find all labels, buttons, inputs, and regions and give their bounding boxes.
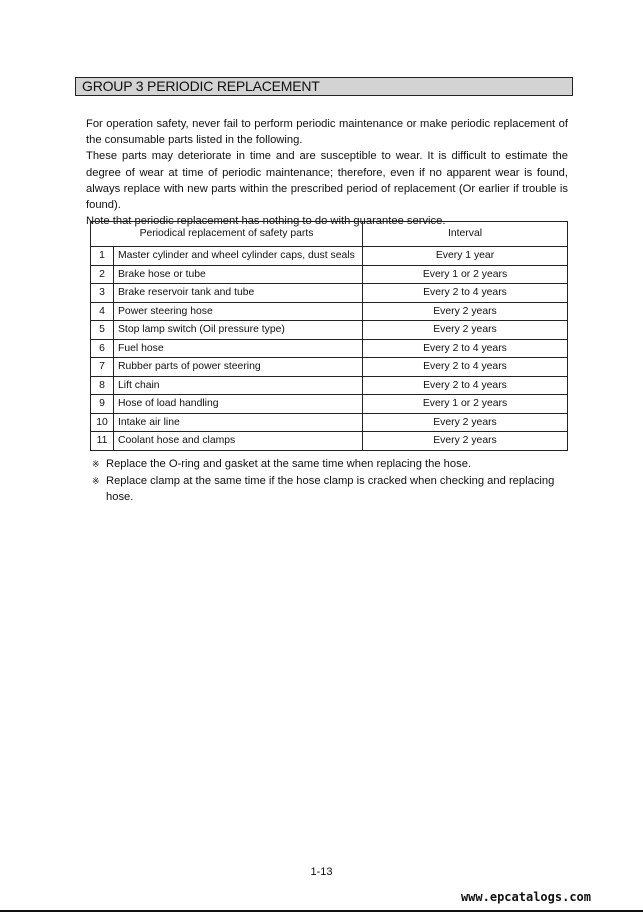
row-number: 9 bbox=[91, 395, 114, 414]
row-interval: Every 2 to 4 years bbox=[363, 376, 568, 395]
watermark: www.epcatalogs.com bbox=[460, 890, 591, 904]
row-part: Master cylinder and wheel cylinder caps, dust seals bbox=[114, 247, 363, 266]
row-part: Power steering hose bbox=[114, 302, 363, 321]
section-heading: GROUP 3 PERIODIC REPLACEMENT bbox=[75, 77, 573, 96]
page-number: 1-13 bbox=[310, 866, 333, 878]
table-row bbox=[91, 321, 568, 340]
table-row bbox=[91, 302, 568, 321]
intro-paragraph-1: For operation safety, never fail to perform periodic maintenance or make periodic replacement of the consumable parts listed in the following. bbox=[86, 118, 568, 147]
row-interval: Every 2 to 4 years bbox=[363, 284, 568, 303]
table-row bbox=[91, 432, 568, 451]
note-text: Replace the O-ring and gasket at the same time when replacing the hose. bbox=[106, 458, 472, 470]
row-interval: Every 2 to 4 years bbox=[363, 358, 568, 377]
row-part: Fuel hose bbox=[114, 339, 363, 358]
note-text: Replace clamp at the same time if the hose clamp is cracked when checking and replacing hose. bbox=[106, 474, 555, 503]
row-number: 6 bbox=[91, 339, 114, 358]
table-row bbox=[91, 265, 568, 284]
row-number: 4 bbox=[91, 302, 114, 321]
intro-text bbox=[86, 116, 568, 229]
row-part: Brake reservoir tank and tube bbox=[114, 284, 363, 303]
row-interval: Every 1 or 2 years bbox=[363, 395, 568, 414]
row-part: Hose of load handling bbox=[114, 395, 363, 414]
table-row bbox=[91, 376, 568, 395]
row-interval: Every 1 year bbox=[363, 247, 568, 266]
row-number: 10 bbox=[91, 413, 114, 432]
row-number: 3 bbox=[91, 284, 114, 303]
intro-paragraph-3: Note that periodic replacement has nothing to do with guarantee service. bbox=[86, 215, 446, 228]
note-item bbox=[92, 456, 568, 473]
intro-paragraph-2: These parts may deteriorate in time and are susceptible to wear. It is difficult to estimate the degree of wear at time of periodic maintenance; therefore, even if no apparent wear is found, always replace with new parts within the prescribed period of replacement (Or earlier if trouble is found). bbox=[86, 150, 568, 212]
row-part: Brake hose or tube bbox=[114, 265, 363, 284]
row-part: Intake air line bbox=[114, 413, 363, 432]
replacement-table bbox=[90, 221, 568, 451]
table-row bbox=[91, 339, 568, 358]
note-mark-icon: ※ bbox=[92, 459, 100, 469]
table-row bbox=[91, 395, 568, 414]
note-item bbox=[92, 473, 568, 506]
header-parts: Periodical replacement of safety parts bbox=[91, 222, 363, 247]
row-interval: Every 2 years bbox=[363, 302, 568, 321]
row-number: 11 bbox=[91, 432, 114, 451]
table-row bbox=[91, 358, 568, 377]
table-row bbox=[91, 413, 568, 432]
bottom-divider bbox=[0, 910, 643, 912]
table-header-row bbox=[91, 222, 568, 247]
header-interval: Interval bbox=[363, 222, 568, 247]
row-interval: Every 2 years bbox=[363, 432, 568, 451]
note-mark-icon: ※ bbox=[92, 475, 100, 486]
row-interval: Every 1 or 2 years bbox=[363, 265, 568, 284]
table-row bbox=[91, 247, 568, 266]
row-interval: Every 2 years bbox=[363, 413, 568, 432]
notes bbox=[92, 456, 568, 506]
row-number: 7 bbox=[91, 358, 114, 377]
row-part: Rubber parts of power steering bbox=[114, 358, 363, 377]
row-interval: Every 2 to 4 years bbox=[363, 339, 568, 358]
row-number: 1 bbox=[91, 247, 114, 266]
row-part: Lift chain bbox=[114, 376, 363, 395]
table-row bbox=[91, 284, 568, 303]
row-part: Coolant hose and clamps bbox=[114, 432, 363, 451]
row-number: 8 bbox=[91, 376, 114, 395]
row-number: 2 bbox=[91, 265, 114, 284]
row-number: 5 bbox=[91, 321, 114, 340]
row-interval: Every 2 years bbox=[363, 321, 568, 340]
row-part: Stop lamp switch (Oil pressure type) bbox=[114, 321, 363, 340]
